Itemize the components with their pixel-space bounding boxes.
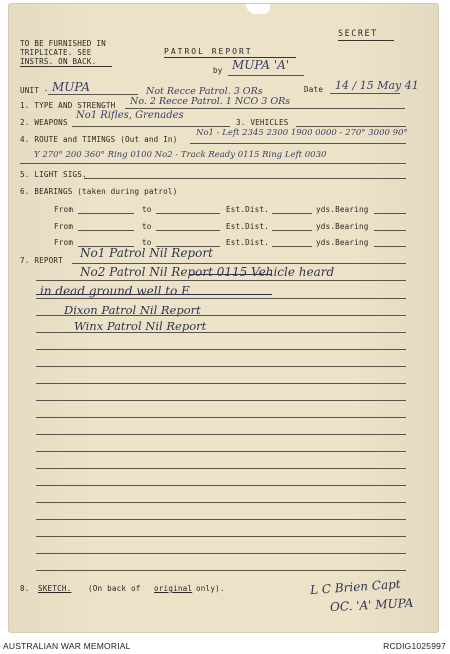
classification-label: SECRET: [338, 29, 378, 39]
type-label: 1. TYPE AND STRENGTH: [20, 101, 116, 110]
bearing-from-label: From: [54, 205, 74, 214]
unit-underline: [48, 94, 138, 95]
report-rule: [36, 332, 406, 333]
report-line-2: No2 Patrol Nil Report 0115 Vehicle heard: [80, 265, 335, 279]
bearing-yds-label: yds.Bearing: [316, 238, 369, 247]
sketch-number: 8.: [20, 584, 30, 593]
strike-through: [36, 294, 272, 295]
bearing-to-label: to: [142, 205, 152, 214]
report-rule: [36, 315, 406, 316]
by-underline: [228, 75, 304, 76]
sketch-note-a: (On back of: [88, 584, 141, 593]
report-rule: [36, 280, 406, 281]
signature-line-1: L C Brien Capt: [309, 576, 402, 598]
sketch-label: SKETCH.: [38, 584, 72, 593]
report-rule: [36, 383, 406, 384]
by-label: by: [213, 66, 223, 75]
report-rule: [36, 451, 406, 452]
route-label: 4. ROUTE and TIMINGS (Out and In): [20, 135, 178, 144]
report-rule: [36, 536, 406, 537]
report-line-3: in dead ground well to E: [40, 284, 190, 298]
bearing-yds-line: [374, 213, 406, 214]
bearing-est-line: [272, 230, 312, 231]
furnished-line-3: INSTRS. ON BACK.: [20, 57, 97, 66]
report-label: 7. REPORT: [20, 256, 63, 265]
vehicles-label: 3. VEHICLES: [236, 118, 289, 127]
credit-bar: [0, 638, 450, 654]
report-rule: [36, 434, 406, 435]
unit-label: UNIT -: [20, 86, 49, 95]
bearing-est-line: [272, 213, 312, 214]
weapons-label: 2. WEAPONS: [20, 118, 68, 127]
type-value-1: Not Recce Patrol. 3 ORs: [146, 86, 263, 97]
bearing-to-label: to: [142, 222, 152, 231]
sketch-note-c: only).: [196, 584, 225, 593]
report-rule: [36, 366, 406, 367]
report-rule: [36, 502, 406, 503]
bearing-yds-line: [374, 246, 406, 247]
report-rule: [36, 349, 406, 350]
bearing-yds-label: yds.Bearing: [316, 222, 369, 231]
report-rule: [36, 553, 406, 554]
route-underline-1: [190, 143, 406, 144]
bearing-est-label: Est.Dist.: [226, 205, 269, 214]
report-rule: [36, 485, 406, 486]
bearing-to-line: [156, 213, 220, 214]
report-rule: [36, 570, 406, 571]
bearing-yds-label: yds.Bearing: [316, 205, 369, 214]
bearing-from-line: [78, 213, 134, 214]
bearing-est-label: Est.Dist.: [226, 238, 269, 247]
type-underline: [125, 108, 405, 109]
bearing-est-line: [272, 246, 312, 247]
record-id: RCDIG1025997: [383, 641, 446, 651]
light-sigs-label: 5. LIGHT SIGS.: [20, 170, 87, 179]
report-rule: [36, 519, 406, 520]
route-underline-2: [20, 163, 406, 164]
report-rule: [36, 298, 406, 299]
bearing-est-label: Est.Dist.: [226, 222, 269, 231]
route-value-2: Y 270° 200 360° Ring 0100 No2 - Track Ready 0115 Ring Left 0030: [34, 150, 327, 160]
vehicles-underline: [296, 126, 406, 127]
report-line-5: Winx Patrol Nil Report: [74, 319, 207, 333]
bearings-label: 6. BEARINGS (taken during patrol): [20, 187, 178, 196]
furnished-underline: [20, 66, 112, 67]
report-rule: [36, 400, 406, 401]
bearing-from-label: From: [54, 222, 74, 231]
by-value: MUPA 'A': [232, 58, 290, 72]
weapons-underline: [72, 126, 230, 127]
report-rule: [72, 263, 406, 264]
sketch-note-b: original: [154, 584, 193, 593]
bearing-from-line: [78, 230, 134, 231]
strike-through: [190, 274, 272, 275]
report-line-4: Dixon Patrol Nil Report: [64, 303, 201, 317]
bearing-from-label: From: [54, 238, 74, 247]
report-rule: [36, 417, 406, 418]
furnished-line-2: TRIPLICATE. SEE: [20, 48, 92, 57]
bearing-yds-line: [374, 230, 406, 231]
type-value-2: No. 2 Recce Patrol. 1 NCO 3 ORs: [130, 96, 291, 107]
furnished-line-1: TO BE FURNISHED IN: [20, 39, 106, 48]
bearing-to-line: [156, 230, 220, 231]
classification-underline: [338, 40, 394, 41]
institution-label: AUSTRALIAN WAR MEMORIAL: [3, 641, 131, 651]
weapons-value: No1 Rifles, Grenades: [76, 110, 184, 121]
signature-line-2: OC. 'A' MUPA: [329, 595, 414, 615]
unit-value: MUPA: [52, 80, 91, 94]
report-title: PATROL REPORT: [164, 47, 253, 56]
light-sigs-underline: [84, 178, 406, 179]
date-value: 14 / 15 May 41: [335, 79, 419, 92]
date-label: Date: [304, 85, 324, 94]
report-line-1: No1 Patrol Nil Report: [80, 246, 213, 260]
date-underline: [330, 93, 400, 94]
report-rule: [36, 468, 406, 469]
route-value-1: No1 - Left 2345 2300 1900 0000 - 270° 3000 90°: [196, 128, 408, 138]
bearing-to-label: to: [142, 238, 152, 247]
